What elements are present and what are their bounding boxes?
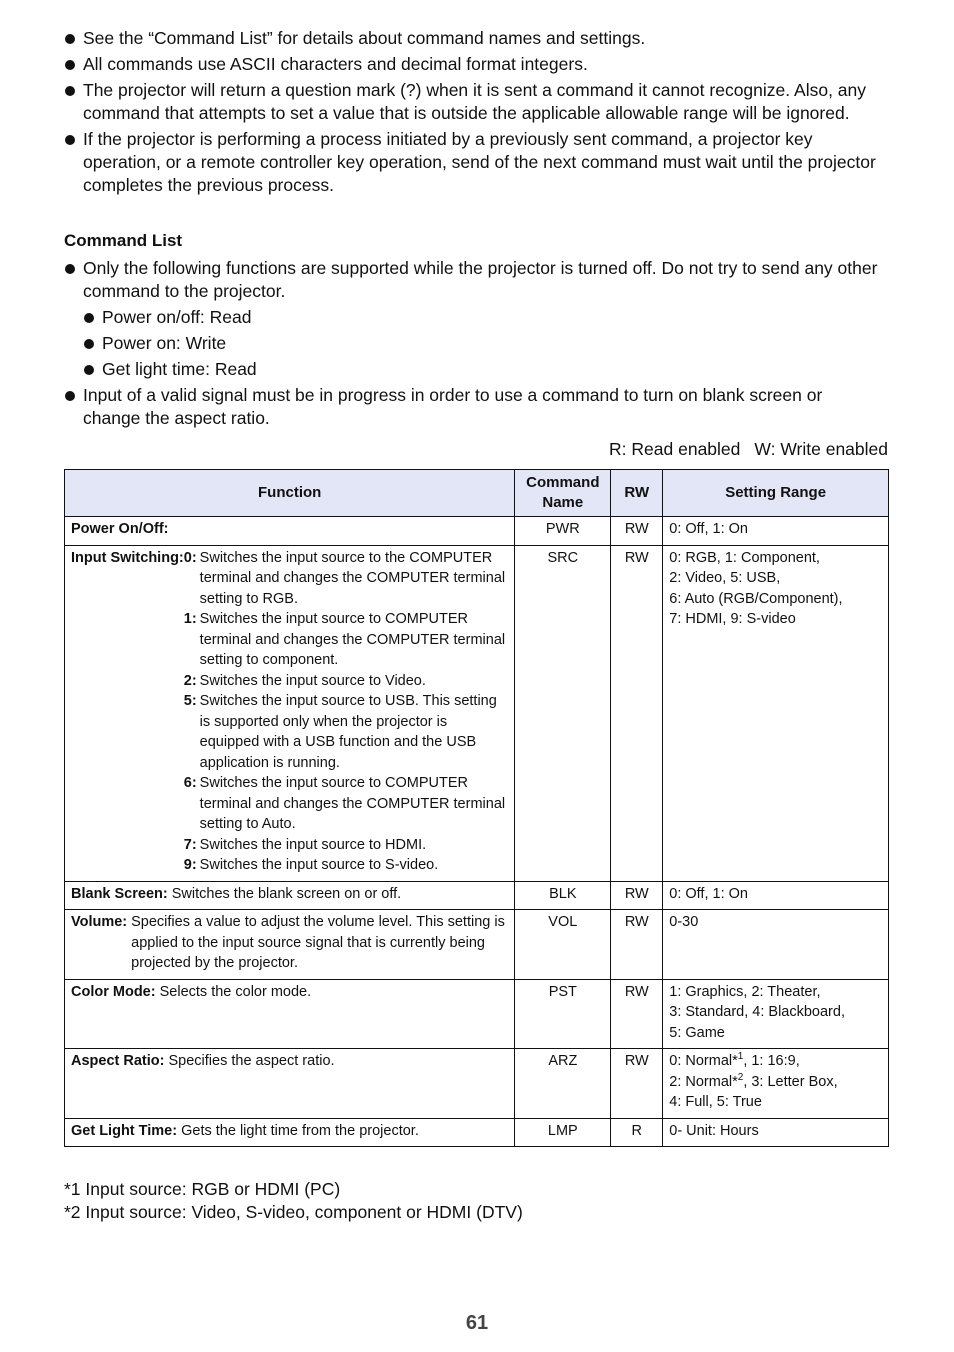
function-label: Color Mode: — [71, 983, 156, 1000]
rw-value: R — [611, 1118, 663, 1147]
rw-value: RW — [611, 1049, 663, 1119]
table-row — [65, 545, 889, 881]
table-row — [65, 881, 889, 910]
command-name: ARZ — [515, 1049, 611, 1119]
setting-range: 0: Off, 1: On — [663, 517, 889, 546]
range-text: , 1: 16:9, — [743, 1053, 800, 1069]
footnote: *1 Input source: RGB or HDMI (PC) — [64, 1179, 341, 1199]
sub-bullet-item: Power on: Write — [83, 332, 884, 355]
input-option-list — [184, 548, 509, 876]
range-line: 5: Game — [669, 1024, 725, 1041]
command-name: VOL — [515, 910, 611, 980]
setting-range — [663, 1049, 889, 1119]
table-row — [65, 979, 889, 1049]
range-line: 1: Graphics, 2: Theater, — [669, 983, 821, 1000]
function-label: Power On/Off: — [71, 521, 169, 537]
table-header-row — [65, 470, 889, 517]
bullet-item: Only the following functions are supported while the projector is turned off. Do not try to send any other command to the projector. — [64, 257, 884, 303]
function-label: Aspect Ratio: — [71, 1053, 165, 1069]
bullet-item: The projector will return a question mark (?) when it is sent a command it cannot recognize. Also, any command that attempts to set a value that is outside the applicable allowable range will be ignored. — [64, 79, 884, 125]
bullet-item: If the projector is performing a process initiated by a previously sent command, a projector key operation, or a remote controller key operation, send of the next command must wait until the projector completes the previous process. — [64, 128, 884, 197]
table-row — [65, 910, 889, 980]
command-list-bullets — [64, 257, 884, 433]
function-description: Specifies a value to adjust the volume level. This setting is applied to the input source signal that is currently being projected by the projector. — [131, 914, 505, 971]
table-row — [65, 517, 889, 546]
bullet-item: Input of a valid signal must be in progress in order to use a command to turn on blank screen or change the aspect ratio. — [64, 384, 884, 430]
bullet-item: See the “Command List” for details about command names and settings. — [64, 27, 884, 50]
setting-range — [663, 545, 889, 881]
option-number: 0: — [183, 549, 197, 566]
function-description: Gets the light time from the projector. — [181, 1122, 419, 1139]
section-heading: Command List — [64, 231, 183, 250]
option-description: Switches the input source to HDMI. — [199, 836, 427, 853]
footnote-ref: 1 — [737, 1051, 744, 1063]
command-name: LMP — [515, 1118, 611, 1147]
option-description: Switches the input source to S-video. — [199, 857, 439, 873]
setting-range: 0-30 — [663, 910, 889, 980]
sub-bullet-item: Get light time: Read — [83, 358, 884, 381]
option-number: 6: — [183, 775, 197, 791]
option-number: 2: — [183, 672, 197, 689]
sub-bullet-item: Power on/off: Read — [83, 306, 884, 329]
bullet-item: All commands use ASCII characters and decimal format integers. — [64, 53, 884, 76]
option-description: Switches the input source to the COMPUTER terminal and changes the COMPUTER terminal setting to RGB. — [199, 549, 506, 607]
command-name: BLK — [515, 881, 611, 910]
rw-legend — [609, 439, 888, 460]
command-name: PST — [515, 979, 611, 1049]
option-description: Switches the input source to USB. This setting is supported only when the projector is equipped with a USB function and the USB application is running. — [199, 693, 497, 771]
setting-range: 0: Off, 1: On — [663, 881, 889, 910]
function-label: Input Switching: — [71, 549, 184, 566]
range-line — [669, 1051, 882, 1072]
range-line: 0: RGB, 1: Component, — [669, 549, 820, 566]
option-description: Switches the input source to COMPUTER terminal and changes the COMPUTER terminal setting to Auto. — [199, 775, 506, 832]
footnote-ref: 2 — [737, 1071, 744, 1083]
footnotes — [64, 1178, 523, 1224]
range-line — [669, 1072, 882, 1093]
footnote: *2 Input source: Video, S-video, component or HDMI (DTV) — [64, 1202, 523, 1222]
option-description: Switches the input source to COMPUTER terminal and changes the COMPUTER terminal setting to component. — [199, 611, 506, 668]
setting-range: 0- Unit: Hours — [663, 1118, 889, 1147]
command-table — [64, 469, 889, 1147]
function-label: Blank Screen: — [71, 885, 168, 902]
function-description: Selects the color mode. — [159, 983, 312, 1000]
range-line: 4: Full, 5: True — [669, 1094, 762, 1110]
function-description: Switches the blank screen on or off. — [171, 885, 402, 902]
option-number: 1: — [183, 611, 197, 627]
rw-value: RW — [611, 979, 663, 1049]
range-text: 2: Normal* — [669, 1073, 738, 1090]
range-line: 3: Standard, 4: Blackboard, — [669, 1004, 845, 1020]
intro-bullet-list — [64, 27, 884, 200]
legend-write: W: Write enabled — [754, 439, 888, 459]
rw-value: RW — [611, 517, 663, 546]
function-label: Get Light Time: — [71, 1122, 178, 1139]
function-description: Specifies the aspect ratio. — [168, 1053, 335, 1069]
range-text: , 3: Letter Box, — [743, 1073, 838, 1090]
legend-read: R: Read enabled — [609, 439, 741, 459]
option-number: 7: — [183, 836, 197, 853]
setting-range — [663, 979, 889, 1049]
header-function: Function — [65, 470, 515, 517]
table-row — [65, 1049, 889, 1119]
command-name: PWR — [515, 517, 611, 546]
rw-value: RW — [611, 881, 663, 910]
header-command-name: Command Name — [515, 470, 611, 517]
rw-value: RW — [611, 910, 663, 980]
command-name: SRC — [515, 545, 611, 881]
page-number: 61 — [465, 1312, 489, 1334]
range-line: 6: Auto (RGB/Component), — [669, 590, 843, 607]
option-number: 5: — [183, 693, 197, 709]
function-label: Volume: — [71, 914, 128, 930]
range-line: 2: Video, 5: USB, — [669, 570, 781, 586]
option-description: Switches the input source to Video. — [199, 672, 426, 689]
header-setting-range: Setting Range — [663, 470, 889, 517]
rw-value: RW — [611, 545, 663, 881]
table-row — [65, 1118, 889, 1147]
range-text: 0: Normal* — [669, 1053, 738, 1069]
header-rw: RW — [611, 470, 663, 517]
range-line: 7: HDMI, 9: S-video — [669, 611, 796, 627]
option-number: 9: — [183, 857, 197, 873]
